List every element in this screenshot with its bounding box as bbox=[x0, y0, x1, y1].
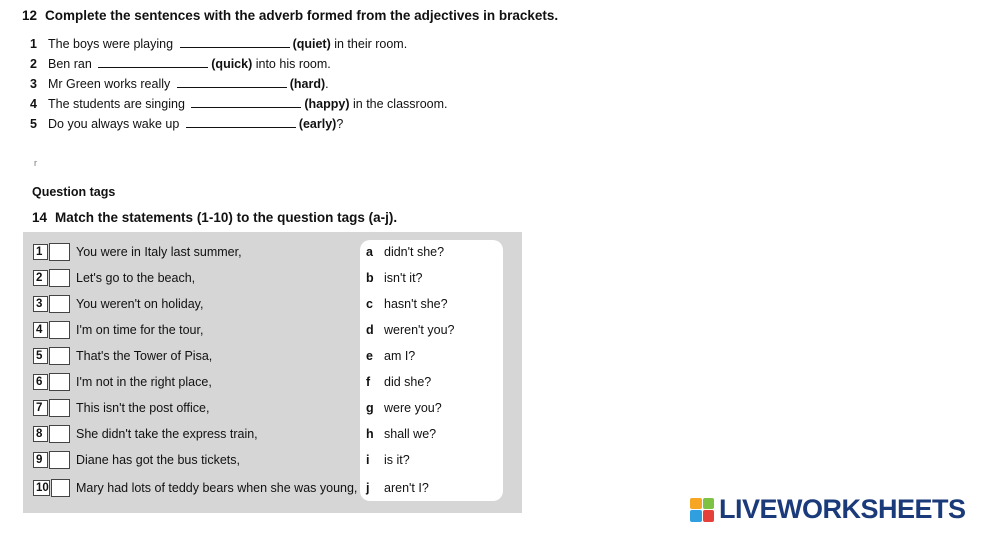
answer-box[interactable] bbox=[49, 269, 70, 287]
statement-text: She didn't take the express train, bbox=[76, 426, 258, 441]
tag-row bbox=[366, 320, 454, 339]
sentence-end: in their room. bbox=[334, 37, 408, 51]
answer-blank[interactable] bbox=[98, 56, 208, 68]
answer-box[interactable] bbox=[49, 373, 70, 391]
sentence-end: . bbox=[325, 77, 329, 91]
item-number: 2 bbox=[30, 57, 37, 71]
tag-text: did she? bbox=[384, 374, 432, 389]
sentence-end: ? bbox=[336, 117, 344, 131]
logo-tile bbox=[703, 510, 715, 522]
statement-text: Mary had lots of teddy bears when she was young, bbox=[76, 480, 358, 495]
statement-row bbox=[33, 450, 240, 469]
sentence-start: Mr Green works really bbox=[48, 77, 171, 91]
statement-text: You weren't on holiday, bbox=[76, 296, 204, 311]
tag-row bbox=[366, 242, 444, 261]
adjective-hint: (quick) bbox=[211, 57, 253, 71]
sentence-item bbox=[30, 116, 447, 136]
answer-box[interactable] bbox=[51, 479, 70, 497]
item-number: 1 bbox=[30, 37, 37, 51]
statement-number: 4 bbox=[33, 322, 48, 338]
statement-text: Diane has got the bus tickets, bbox=[76, 452, 240, 467]
sentence-start: Ben ran bbox=[48, 57, 92, 71]
exercise-12-title bbox=[22, 8, 558, 23]
tag-text: were you? bbox=[384, 400, 442, 415]
statement-row bbox=[33, 346, 212, 365]
tag-text: is it? bbox=[384, 452, 410, 467]
answer-blank[interactable] bbox=[177, 76, 287, 88]
exercise-14-title bbox=[32, 210, 397, 225]
tag-letter: j bbox=[366, 480, 370, 495]
exercise-instruction: Match the statements (1-10) to the question tags (a-j). bbox=[55, 210, 398, 225]
statement-number: 8 bbox=[33, 426, 48, 442]
tag-text: aren't I? bbox=[384, 480, 429, 495]
sentence-item bbox=[30, 36, 447, 56]
tag-row bbox=[366, 372, 431, 391]
statement-number: 5 bbox=[33, 348, 48, 364]
tag-text: isn't it? bbox=[384, 270, 423, 285]
statement-number: 7 bbox=[33, 400, 48, 416]
statement-number: 3 bbox=[33, 296, 48, 312]
statement-row bbox=[33, 372, 212, 391]
answer-box[interactable] bbox=[49, 425, 70, 443]
statement-number: 1 bbox=[33, 244, 48, 260]
statement-text: I'm not in the right place, bbox=[76, 374, 212, 389]
answer-blank[interactable] bbox=[191, 96, 301, 108]
logo-text: LIVEWORKSHEETS bbox=[719, 494, 966, 524]
tag-row bbox=[366, 398, 442, 417]
exercise-number: 14 bbox=[32, 210, 48, 225]
exercise-number: 12 bbox=[22, 8, 38, 23]
tag-text: hasn't she? bbox=[384, 296, 448, 311]
sentence-item bbox=[30, 76, 447, 96]
statement-text: I'm on time for the tour, bbox=[76, 322, 204, 337]
statement-row bbox=[33, 242, 242, 261]
tag-text: didn't she? bbox=[384, 244, 445, 259]
tag-row bbox=[366, 424, 436, 443]
tag-text: am I? bbox=[384, 348, 416, 363]
tag-letter: b bbox=[366, 270, 374, 285]
sentence-start: The students are singing bbox=[48, 97, 185, 111]
tag-row bbox=[366, 294, 448, 313]
statement-text: That's the Tower of Pisa, bbox=[76, 348, 213, 363]
tag-letter: f bbox=[366, 374, 371, 389]
item-number: 5 bbox=[30, 117, 37, 131]
statement-row bbox=[33, 478, 357, 497]
answer-box[interactable] bbox=[49, 399, 70, 417]
statement-row bbox=[33, 424, 258, 443]
tag-row bbox=[366, 346, 415, 365]
sentence-item bbox=[30, 56, 447, 76]
sentence-end: into his room. bbox=[255, 57, 331, 71]
answer-box[interactable] bbox=[49, 347, 70, 365]
sentence-end: in the classroom. bbox=[353, 97, 448, 111]
answer-blank[interactable] bbox=[180, 36, 290, 48]
statement-text: Let's go to the beach, bbox=[76, 270, 196, 285]
answer-box[interactable] bbox=[49, 451, 70, 469]
item-number: 4 bbox=[30, 97, 37, 111]
statement-number: 10 bbox=[33, 480, 50, 496]
logo-tile bbox=[690, 510, 702, 522]
statement-number: 6 bbox=[33, 374, 48, 390]
answer-box[interactable] bbox=[49, 321, 70, 339]
tag-letter: a bbox=[366, 244, 373, 259]
sentence-start: The boys were playing bbox=[48, 37, 174, 51]
sentence-start: Do you always wake up bbox=[48, 117, 180, 131]
stray-mark: r bbox=[34, 158, 37, 168]
statement-row bbox=[33, 268, 195, 287]
statement-number: 2 bbox=[33, 270, 48, 286]
adjective-hint: (hard) bbox=[289, 77, 326, 91]
sentence-item bbox=[30, 96, 447, 116]
statement-number: 9 bbox=[33, 452, 48, 468]
tag-text: shall we? bbox=[384, 426, 437, 441]
logo-tile bbox=[703, 498, 715, 510]
section-heading: Question tags bbox=[32, 185, 116, 199]
statement-text: You were in Italy last summer, bbox=[76, 244, 242, 259]
adjective-hint: (quiet) bbox=[292, 37, 331, 51]
answer-blank[interactable] bbox=[186, 116, 296, 128]
exercise-instruction: Complete the sentences with the adverb formed from the adjectives in brackets. bbox=[45, 8, 559, 23]
statement-row bbox=[33, 294, 203, 313]
liveworksheets-logo bbox=[690, 494, 966, 525]
adjective-hint: (early) bbox=[298, 117, 337, 131]
tag-letter: i bbox=[366, 452, 370, 467]
tag-text: weren't you? bbox=[384, 322, 455, 337]
logo-tile bbox=[690, 498, 702, 510]
adjective-hint: (happy) bbox=[304, 97, 350, 111]
tag-row bbox=[366, 268, 423, 287]
answer-box[interactable] bbox=[49, 295, 70, 313]
answer-box[interactable] bbox=[49, 243, 70, 261]
logo-mark-icon bbox=[690, 498, 714, 522]
tag-letter: e bbox=[366, 348, 373, 363]
tag-row bbox=[366, 478, 429, 497]
tag-letter: c bbox=[366, 296, 373, 311]
statement-row bbox=[33, 320, 203, 339]
statement-row bbox=[33, 398, 209, 417]
tag-row bbox=[366, 450, 410, 469]
tag-letter: h bbox=[366, 426, 374, 441]
item-number: 3 bbox=[30, 77, 37, 91]
question-tags-panel bbox=[360, 240, 503, 501]
tag-letter: d bbox=[366, 322, 374, 337]
statement-text: This isn't the post office, bbox=[76, 400, 210, 415]
exercise-12-list bbox=[30, 36, 447, 136]
tag-letter: g bbox=[366, 400, 374, 415]
